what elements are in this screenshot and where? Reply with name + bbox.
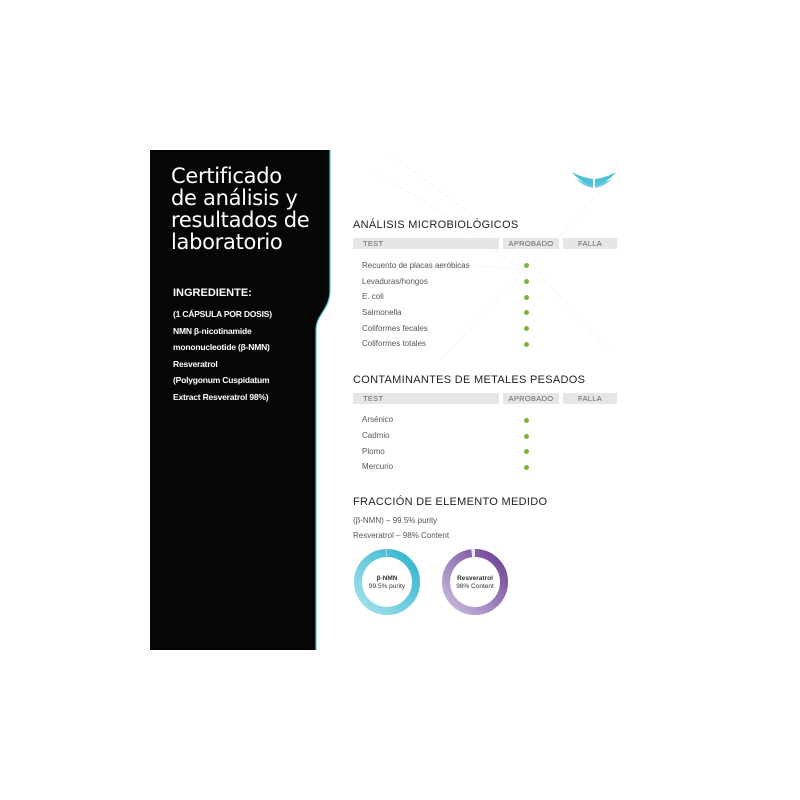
ingredient-line: (Polygonum Cuspidatum bbox=[173, 375, 270, 385]
test-label: Levaduras/hongos bbox=[362, 277, 428, 286]
ingredient-block bbox=[173, 286, 323, 405]
title-line: resultados de bbox=[171, 208, 310, 232]
pass-dot bbox=[524, 263, 529, 268]
column-header-test: TEST bbox=[353, 393, 499, 404]
pass-dot bbox=[524, 449, 529, 454]
test-label: Coliformes totales bbox=[362, 339, 427, 348]
test-label: Cadmio bbox=[362, 431, 390, 440]
test-label: E. coli bbox=[362, 292, 384, 301]
pass-dot bbox=[524, 326, 529, 331]
pass-dot bbox=[524, 295, 529, 300]
column-header-approved: APROBADO bbox=[503, 238, 559, 249]
ring-name: β-NMN bbox=[376, 575, 398, 582]
ring-value: 99.5% purity bbox=[368, 583, 406, 590]
test-label: Plomo bbox=[362, 447, 385, 456]
pass-dot bbox=[524, 342, 529, 347]
ingredient-line: NMN β-nicotinamide bbox=[173, 325, 252, 336]
column-header-test: TEST bbox=[353, 238, 499, 249]
fraction-line: Resveratrol – 98% Content bbox=[353, 531, 450, 540]
ingredient-line: (1 CÁPSULA POR DOSIS) bbox=[173, 309, 272, 319]
ring-value: 98% Content bbox=[456, 583, 494, 590]
title-line: laboratorio bbox=[171, 230, 283, 254]
pass-dot bbox=[524, 310, 529, 315]
pass-dot bbox=[524, 434, 529, 439]
pass-dot bbox=[524, 279, 529, 284]
fraction-line: (β-NMN) – 99.5% purity bbox=[353, 516, 438, 525]
test-label: Salmonella bbox=[362, 308, 402, 317]
page-title bbox=[171, 165, 336, 253]
wings-logo-icon bbox=[570, 170, 618, 190]
ingredient-line: mononucleotide (β-NMN) bbox=[173, 342, 270, 352]
ingredient-line: Resveratrol bbox=[173, 358, 218, 369]
nmn-ring-label bbox=[357, 575, 417, 591]
fraction-title: FRACCIÓN DE ELEMENTO MEDIDO bbox=[353, 496, 548, 508]
ingredient-line: Extract Resveratrol 98%) bbox=[173, 391, 269, 402]
pass-dot bbox=[524, 418, 529, 423]
title-line: de análisis y bbox=[171, 186, 298, 210]
test-label: Recuento de placas aeróbicas bbox=[362, 261, 470, 270]
test-label: Coliformes fecales bbox=[362, 324, 428, 333]
ingredient-heading: INGREDIENTE: bbox=[173, 287, 252, 299]
pass-dot bbox=[524, 465, 529, 470]
test-label: Arsénico bbox=[362, 415, 394, 424]
microbiological-title: ANÁLISIS MICROBIOLÓGICOS bbox=[353, 219, 519, 231]
heavy-metals-title: CONTAMINANTES DE METALES PESADOS bbox=[353, 374, 586, 386]
test-label: Mercurio bbox=[362, 462, 394, 471]
ring-name: Resveratrol bbox=[457, 575, 493, 582]
column-header-fail: FALLA bbox=[563, 393, 617, 404]
resveratrol-ring-label bbox=[445, 575, 505, 591]
title-line: Certificado bbox=[171, 164, 282, 188]
column-header-fail: FALLA bbox=[563, 238, 617, 249]
column-header-approved: APROBADO bbox=[503, 393, 559, 404]
